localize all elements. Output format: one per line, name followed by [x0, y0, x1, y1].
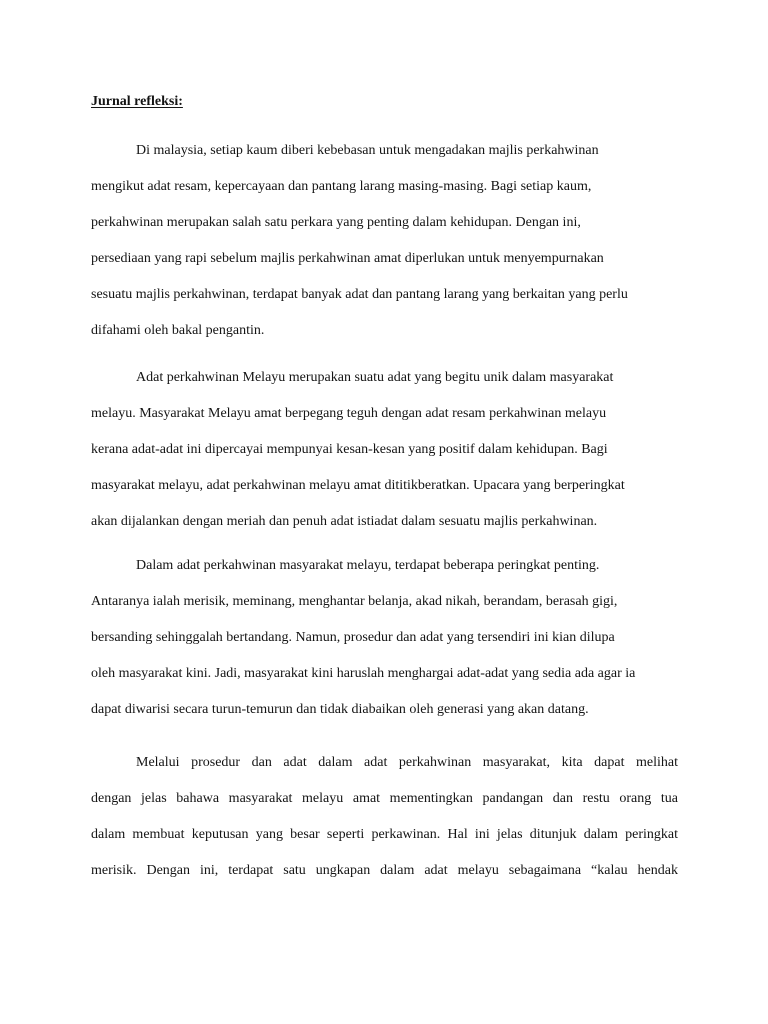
paragraph-line: Antaranya ialah merisik, meminang, menghantar belanja, akad nikah, berandam, berasah gigi,	[91, 594, 618, 609]
paragraph-line: merisik. Dengan ini, terdapat satu ungkapan dalam adat melayu sebagaimana “kalau hendak	[91, 863, 678, 878]
paragraph-line: kerana adat-adat ini dipercayai mempunyai kesan-kesan yang positif dalam kehidupan. Bagi	[91, 442, 608, 457]
paragraph-line: Dalam adat perkahwinan masyarakat melayu, terdapat beberapa peringkat penting.	[136, 558, 600, 573]
paragraph-line: perkahwinan merupakan salah satu perkara yang penting dalam kehidupan. Dengan ini,	[91, 215, 581, 230]
paragraph-line: Adat perkahwinan Melayu merupakan suatu adat yang begitu unik dalam masyarakat	[136, 370, 614, 385]
paragraph-line: persediaan yang rapi sebelum majlis perkahwinan amat diperlukan untuk menyempurnakan	[91, 251, 604, 266]
paragraph-line: melayu. Masyarakat Melayu amat berpegang teguh dengan adat resam perkahwinan melayu	[91, 406, 607, 421]
paragraph-line: dapat diwarisi secara turun-temurun dan tidak diabaikan oleh generasi yang akan datang.	[91, 702, 589, 717]
paragraph-line: Di malaysia, setiap kaum diberi kebebasan untuk mengadakan majlis perkahwinan	[136, 143, 599, 158]
paragraph-line: akan dijalankan dengan meriah dan penuh adat istiadat dalam sesuatu majlis perkahwinan.	[91, 514, 598, 529]
document-title: Jurnal refleksi:	[91, 94, 183, 109]
paragraph-line: sesuatu majlis perkahwinan, terdapat banyak adat dan pantang larang yang berkaitan yang perlu	[91, 287, 628, 302]
paragraph-line: masyarakat melayu, adat perkahwinan melayu amat dititikberatkan. Upacara yang berperingkat	[91, 478, 625, 493]
paragraph-line: Melalui prosedur dan adat dalam adat perkahwinan masyarakat, kita dapat melihat	[136, 755, 678, 770]
paragraph-line: oleh masyarakat kini. Jadi, masyarakat kini haruslah menghargai adat-adat yang sedia ada agar ia	[91, 666, 636, 681]
paragraph-line: dengan jelas bahawa masyarakat melayu amat mementingkan pandangan dan restu orang tua	[91, 791, 678, 806]
paragraph-line: difahami oleh bakal pengantin.	[91, 323, 265, 338]
paragraph-line: dalam membuat keputusan yang besar seperti perkawinan. Hal ini jelas ditunjuk dalam peringkat	[91, 827, 678, 842]
paragraph-line: bersanding sehinggalah bertandang. Namun, prosedur dan adat yang tersendiri ini kian dilupa	[91, 630, 615, 645]
paragraph-line: mengikut adat resam, kepercayaan dan pantang larang masing-masing. Bagi setiap kaum,	[91, 179, 592, 194]
